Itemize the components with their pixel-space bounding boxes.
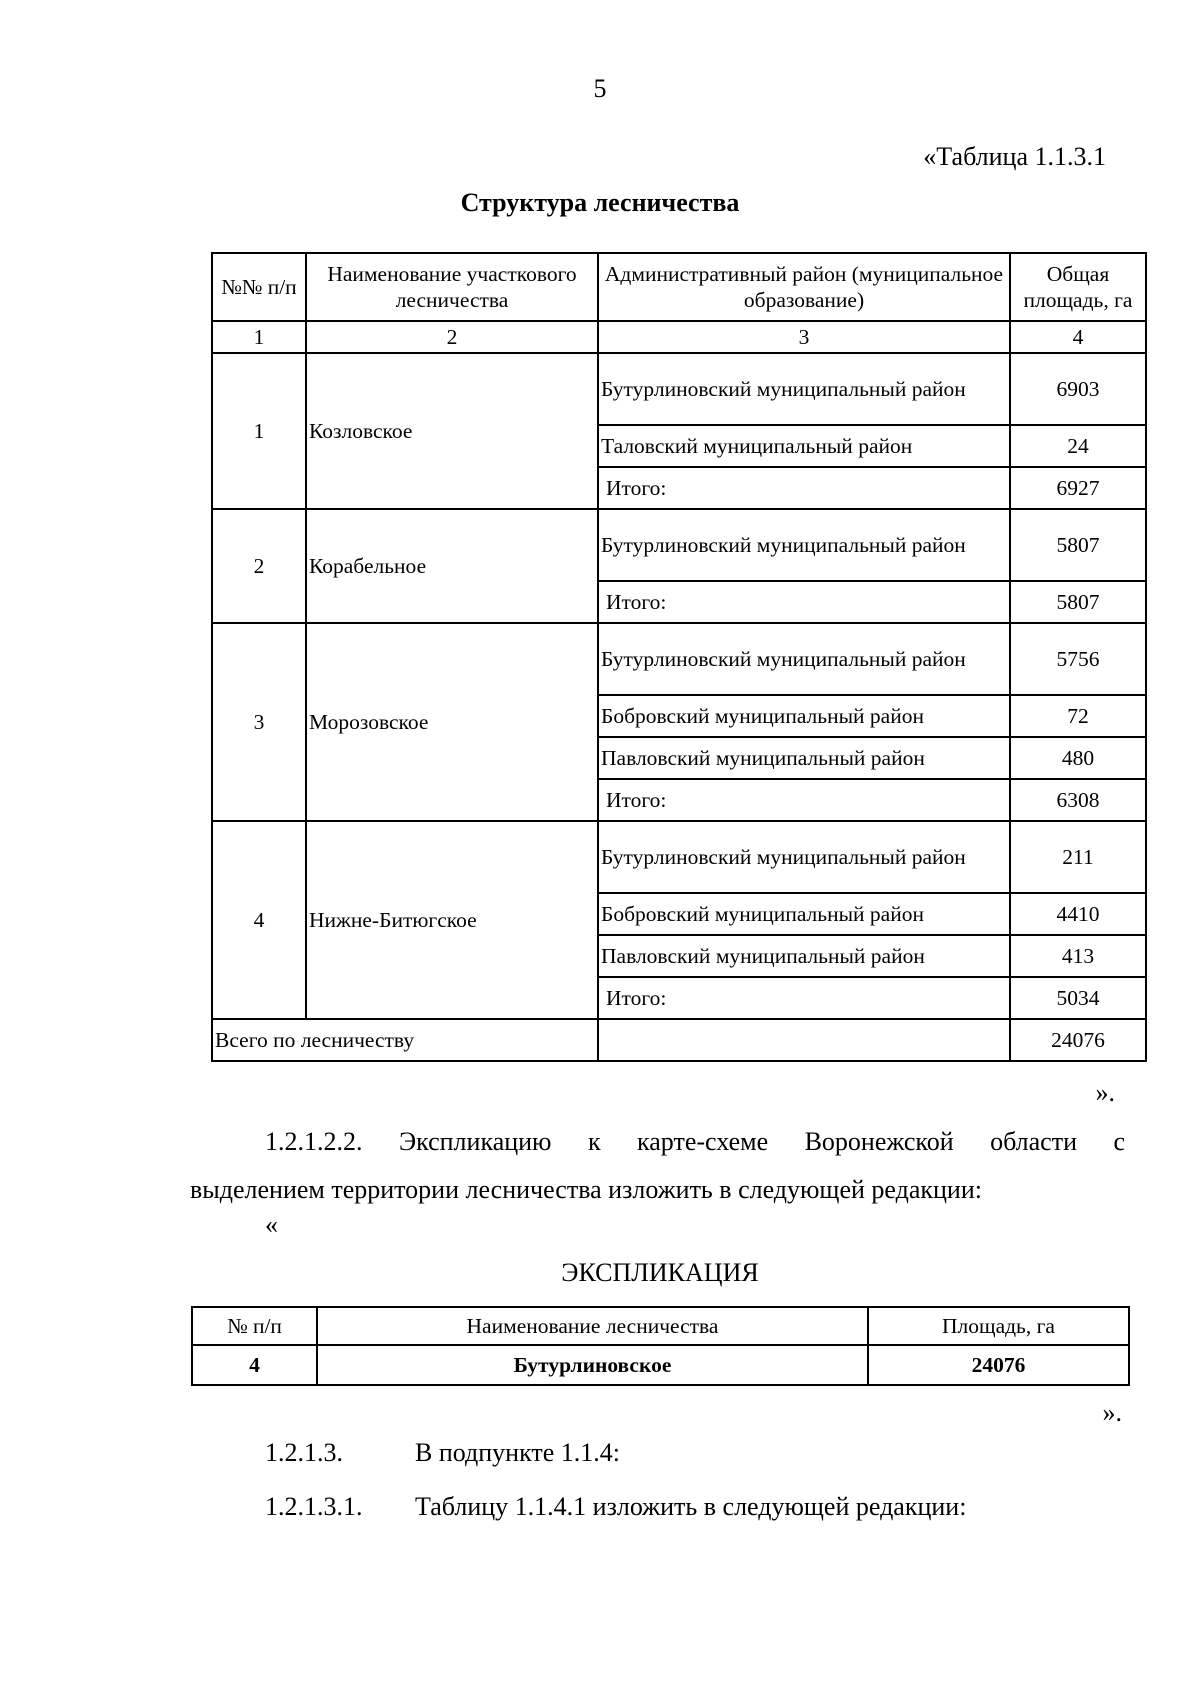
header-cell-number: №№ п/п (212, 253, 306, 321)
district-name: Бобровский муниципальный район (598, 893, 1010, 935)
forestry-name: Морозовское (306, 623, 598, 821)
paragraph-explication (190, 1118, 1125, 1214)
header-cell-forestry-name: Наименование участкового лесничества (306, 253, 598, 321)
column-number: 3 (598, 321, 1010, 353)
district-name: Бутурлиновский муниципальный район (598, 821, 1010, 893)
header-cell-forestry-name: Наименование лесничества (317, 1307, 868, 1345)
paragraph-line: 1.2.1.2.2. Экспликацию к карте-схеме Воронежской области с (265, 1127, 1125, 1156)
area-value: 4410 (1010, 893, 1146, 935)
district-name: Таловский муниципальный район (598, 425, 1010, 467)
table-row (212, 623, 1146, 695)
subtotal-label: Итого: (598, 977, 1010, 1019)
district-name: Бобровский муниципальный район (598, 695, 1010, 737)
grand-total-row (212, 1019, 1146, 1061)
district-name: Павловский муниципальный район (598, 935, 1010, 977)
header-cell-number: № п/п (192, 1307, 317, 1345)
forestry-name: Козловское (306, 353, 598, 509)
area-value: 413 (1010, 935, 1146, 977)
column-number: 4 (1010, 321, 1146, 353)
area-value: 72 (1010, 695, 1146, 737)
paragraph-text: Таблицу 1.1.4.1 изложить в следующей редакции: (415, 1492, 967, 1521)
forestry-name: Нижне-Битюгское (306, 821, 598, 1019)
paragraph-line: выделением территории лесничества изложить в следующей редакции: (190, 1175, 982, 1204)
header-cell-area: Площадь, га (868, 1307, 1129, 1345)
column-number: 1 (212, 321, 306, 353)
forestry-name: Корабельное (306, 509, 598, 623)
area-value: 5756 (1010, 623, 1146, 695)
table-row (212, 509, 1146, 581)
subtotal-value: 6308 (1010, 779, 1146, 821)
subtotal-value: 6927 (1010, 467, 1146, 509)
page-number: 5 (593, 74, 607, 103)
table-reference: «Таблица 1.1.3.1 (923, 142, 1106, 171)
paragraph-subpoint (265, 1438, 620, 1468)
group-number: 4 (212, 821, 306, 1019)
paragraph-table-change (265, 1492, 966, 1522)
district-name: Бутурлиновский муниципальный район (598, 509, 1010, 581)
table-row (212, 821, 1146, 893)
header-cell-district: Административный район (муниципальное образование) (598, 253, 1010, 321)
area-value: 211 (1010, 821, 1146, 893)
table-header-row (192, 1307, 1129, 1345)
area-value: 24 (1010, 425, 1146, 467)
forestry-structure-table (211, 252, 1147, 1062)
closing-quote: ». (1095, 1078, 1115, 1107)
column-number: 2 (306, 321, 598, 353)
grand-total-value: 24076 (1010, 1019, 1146, 1061)
subtotal-label: Итого: (598, 779, 1010, 821)
column-number-row (212, 321, 1146, 353)
area-value: 6903 (1010, 353, 1146, 425)
header-cell-area: Общая площадь, га (1010, 253, 1146, 321)
paragraph-number: 1.2.1.3.1. (265, 1492, 363, 1521)
grand-total-empty-cell (598, 1019, 1010, 1061)
table-row (192, 1345, 1129, 1385)
group-number: 2 (212, 509, 306, 623)
paragraph-text: В подпункте 1.1.4: (415, 1438, 620, 1467)
opening-quote: « (265, 1210, 278, 1239)
explication-title: ЭКСПЛИКАЦИЯ (561, 1258, 759, 1287)
table-row (212, 353, 1146, 425)
district-name: Павловский муниципальный район (598, 737, 1010, 779)
area-value: 5807 (1010, 509, 1146, 581)
area-value: 480 (1010, 737, 1146, 779)
area-value: 24076 (868, 1345, 1129, 1385)
group-number: 1 (212, 353, 306, 509)
table-title: Структура лесничества (460, 188, 740, 217)
subtotal-label: Итого: (598, 581, 1010, 623)
forestry-name: Бутурлиновское (317, 1345, 868, 1385)
grand-total-label: Всего по лесничеству (212, 1019, 598, 1061)
explication-table (191, 1306, 1130, 1386)
paragraph-number: 1.2.1.3. (265, 1438, 343, 1467)
district-name: Бутурлиновский муниципальный район (598, 353, 1010, 425)
subtotal-value: 5807 (1010, 581, 1146, 623)
district-name: Бутурлиновский муниципальный район (598, 623, 1010, 695)
closing-quote: ». (1102, 1398, 1122, 1427)
subtotal-label: Итого: (598, 467, 1010, 509)
row-number: 4 (192, 1345, 317, 1385)
group-number: 3 (212, 623, 306, 821)
table-header-row (212, 253, 1146, 321)
subtotal-value: 5034 (1010, 977, 1146, 1019)
